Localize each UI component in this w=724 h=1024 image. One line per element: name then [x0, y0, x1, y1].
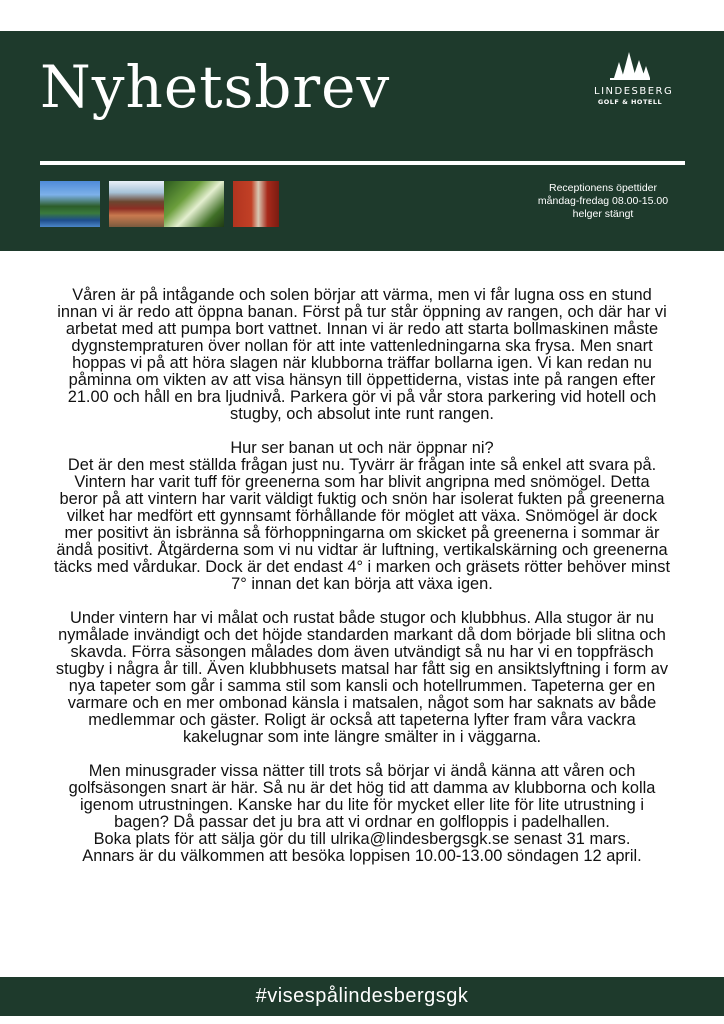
newsletter-body [28, 287, 696, 882]
pine-trees-logo-icon [608, 48, 652, 82]
paragraph-course-status: Hur ser banan ut och när öppnar ni? Det är den mest ställda frågan just nu. Tyvärr är frågan inte så enkel att svara på. Vintern har varit tuff för greenerna som har blivit angripna med snömögel. Detta beror på att vintern har varit väldigt fuktig och snön har isolerat fukten på greenerna vilket har medfört ett gynnsamt förhållande för möglet att växa. Snömögel är dock mer positivt än isbränna så förhoppningarna om skicket på greenerna i sommar är ändå positivt. Åtgärderna som vi nu vidtar är luftning, vertikalskärning och greenerna täcks med vårdukar. Dock är det endast 4° i marken och gräsets rötter behöver minst 7° innan det kan börja att växa igen. [53, 439, 671, 593]
footer-hashtag-bar [0, 977, 724, 1016]
cabins-photo [109, 181, 169, 227]
lake-photo [40, 181, 100, 227]
opening-hours [520, 182, 686, 221]
opening-hours-weekdays: måndag-fredag 08.00-15.00 [537, 195, 669, 207]
red-cabin-photo [233, 181, 279, 227]
footer-hashtag: #visespålindesbergsgk [255, 985, 469, 1007]
opening-hours-weekend: helger stängt [572, 208, 634, 220]
paragraph-spring: Våren är på intågande och solen börjar att värma, men vi får lugna oss en stund innan vi är redo att öppna banan. Först på tur står öppning av rangen, och där har vi arbetat med att pumpa bort vattnet. Innan vi är redo att starta bollmaskinen måste dygnstempraturen över nollan för att inte vattenledningarna ska frysa. Men snart hoppas vi på att höra slagen när klubborna träffar bollarna igen. Vi kan redan nu påminna om vikten av att visa hänsyn till öppettiderna, vistas inte på rangen efter 21.00 och håll en bra ljudnivå. Parkera gör vi på vår stora parkering vid hotell och stugby, och absolut inte runt rangen. [57, 286, 667, 423]
garden-photo [164, 181, 224, 227]
lindesberg-logo [594, 48, 674, 106]
logo-name: LINDESBERG [594, 86, 674, 97]
paragraph-renovation: Under vintern har vi målat och rustat både stugor och klubbhus. Alla stugor är nu nymålade invändigt och det höjde standarden markant då dom började bli slitna och skavda. Förra säsongen målades dom även utvändigt så nu har vi en toppfräsch stugby i några år till. Även klubbhusets matsal har fått sig en ansiktslyftning i form av nya tapeter som går i samma stil som kansli och hotellrummen. Tapeterna ger en varmare och en mer ombonad känsla i matsalen, något som har saknats av både medlemmar och gäster. Roligt är också att tapeterna lyfter fram våra vackra kakelugnar som inte längre smälter in i väggarna. [55, 609, 669, 746]
logo-subtitle: GOLF & HOTELL [597, 98, 663, 106]
paragraph-golf-flea-market: Men minusgrader vissa nätter till trots så börjar vi ändå känna att våren och golfsäsongen snart är här. Så nu är det hög tid att damma av klubborna och kolla igenom utrustningen. Kanske har du lite för mycket eller lite för lite utrustning i bagen? Då passar det ju bra att vi ordnar en golfloppis i padelhallen. Boka plats för att sälja gör du till ulrika@lindesbergsgk.se senast 31 mars. Annars är du välkommen att besöka loppisen 10.00-13.00 söndagen 12 april. [68, 762, 656, 865]
header-divider [40, 161, 685, 165]
opening-hours-heading: Receptionens öpettider [549, 182, 657, 194]
newsletter-title: Nyhetsbrev [40, 53, 391, 121]
